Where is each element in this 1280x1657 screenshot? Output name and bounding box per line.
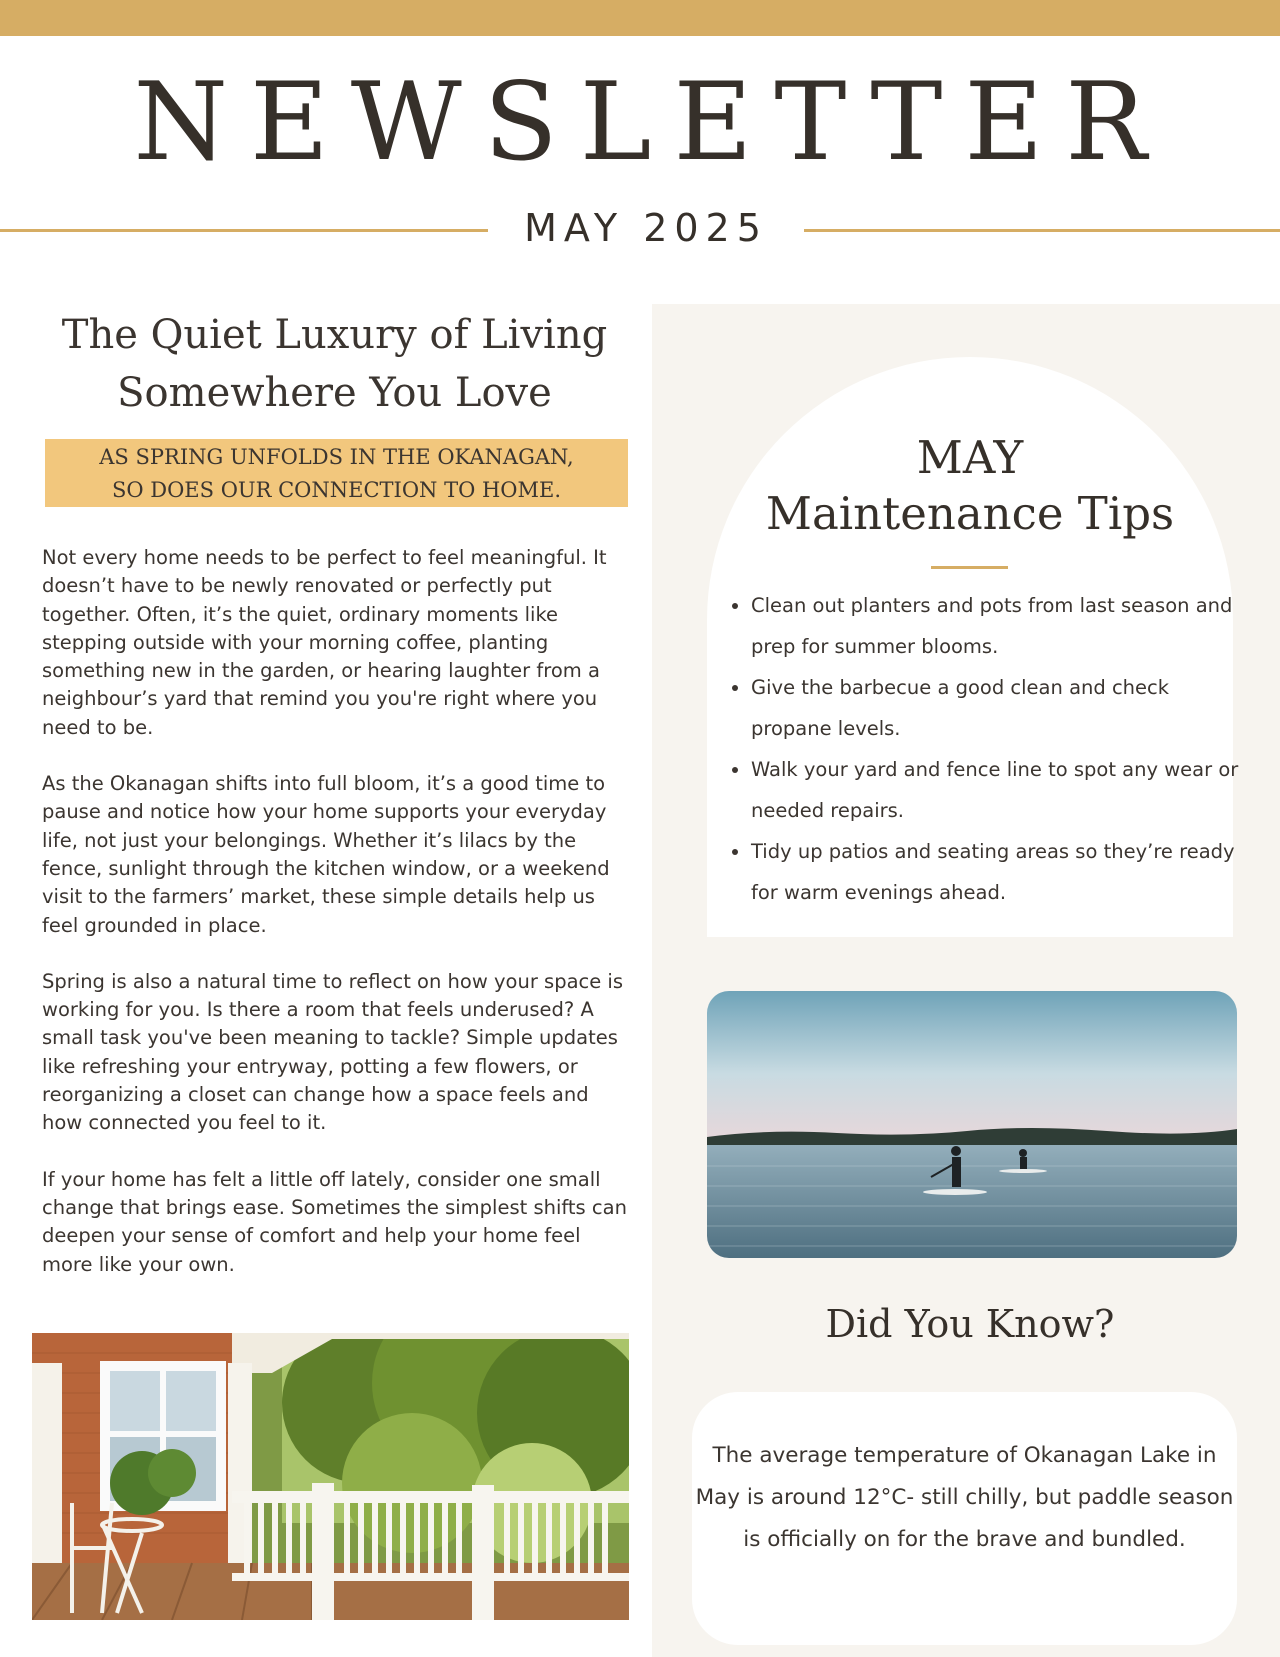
highlight-line-1: AS SPRING UNFOLDS IN THE OKANAGAN, bbox=[99, 445, 574, 469]
article-paragraph: As the Okanagan shifts into full bloom, it’s a good time to pause and notice how your home supports your everyday life, not just your belongings. Whether it’s lilacs by the fence, sunlight through the kitchen window, or a weekend visit to the farmers’ market, these simple details help us feel grounded in place. bbox=[42, 772, 610, 937]
article-title: The Quiet Luxury of Living Somewhere You Love bbox=[61, 312, 608, 416]
date-rule-right bbox=[804, 229, 1280, 232]
article-paragraph: If your home has felt a little off lately, consider one small change that brings ease. Sometimes the simplest shifts can deepen your sense of comfort and help your home feel more like your own. bbox=[42, 1167, 627, 1276]
tips-list bbox=[728, 585, 1251, 913]
article-body bbox=[42, 544, 632, 1307]
tips-list-item: • Clean out planters and pots from last season and prep for summer blooms. bbox=[751, 585, 1251, 667]
tips-list-item: • Tidy up patios and seating areas so they’re ready for warm evenings ahead. bbox=[751, 831, 1251, 913]
tips-title-subtitle: Maintenance Tips bbox=[765, 487, 1175, 540]
porch-photo bbox=[32, 1333, 629, 1620]
tips-list-item: • Give the barbecue a good clean and check propane levels. bbox=[751, 667, 1251, 749]
tips-title-month: MAY bbox=[916, 431, 1024, 484]
date-rule-left bbox=[0, 229, 488, 232]
issue-date: MAY 2025 bbox=[524, 206, 768, 250]
did-you-know-title: Did You Know? bbox=[825, 1302, 1115, 1346]
article-highlight-band bbox=[45, 439, 628, 507]
highlight-line-2: SO DOES OUR CONNECTION TO HOME. bbox=[111, 478, 562, 502]
did-you-know-text: The average temperature of Okanagan Lake in May is around 12°C- still chilly, but paddle season is officially on for the brave and bundled. bbox=[695, 1443, 1234, 1552]
tips-divider bbox=[931, 566, 1008, 569]
tips-title bbox=[707, 430, 1233, 542]
article-paragraph: Not every home needs to be perfect to feel meaningful. It doesn’t have to be newly renovated or perfectly put together. Often, it’s the quiet, ordinary moments like stepping outside with your morning coffee, planting something new in the garden, or hearing laughter from a neighbour’s yard that remind you you're right where you need to be. bbox=[42, 546, 607, 739]
tips-list-item: • Walk your yard and fence line to spot any wear or needed repairs. bbox=[751, 749, 1251, 831]
top-accent-bar bbox=[0, 0, 1280, 36]
masthead-title: NEWSLETTER bbox=[133, 60, 1169, 185]
article-paragraph: Spring is also a natural time to reflect on how your space is working for you. Is there a room that feels underused? A small task you've been meaning to tackle? Simple updates like refreshing your entryway, potting a few flowers, or reorganizing a closet can change how a space feels and how connected you feel to it. bbox=[42, 969, 624, 1135]
lake-paddleboard-photo bbox=[707, 991, 1237, 1258]
